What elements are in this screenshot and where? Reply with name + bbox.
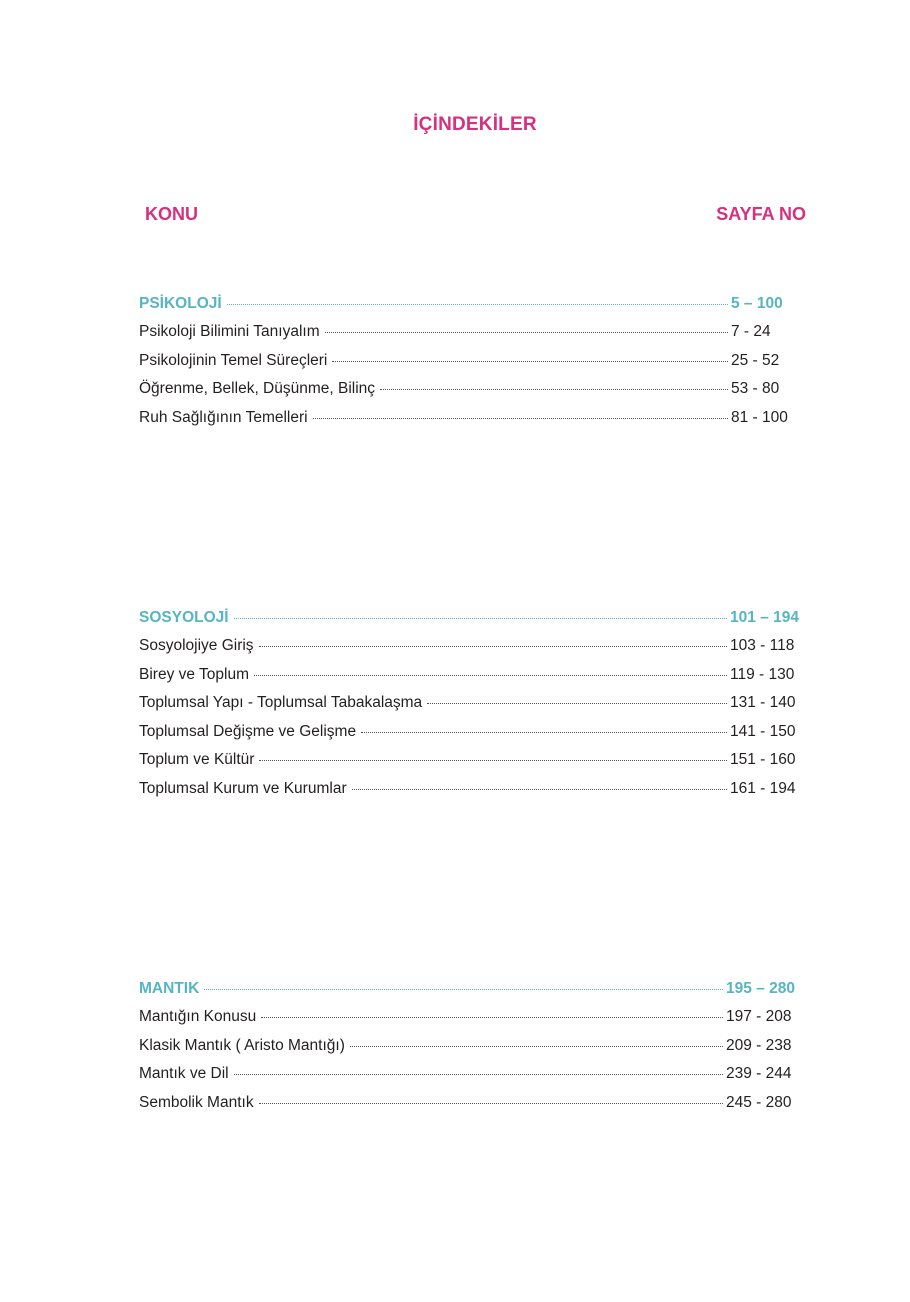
toc-entry-label: Sosyolojiye Giriş (139, 637, 254, 655)
toc-section-heading[interactable] (139, 605, 806, 634)
toc-entry-label: Toplum ve Kültür (139, 751, 255, 769)
page-number-column-header: SAYFA NO (716, 204, 806, 224)
toc-entry[interactable] (139, 405, 799, 434)
section-heading-pages: 5 – 100 (731, 294, 783, 312)
toc-section-psikoloji (139, 291, 799, 434)
toc-entry[interactable] (139, 377, 799, 406)
toc-entry-pages: 131 - 140 (730, 694, 796, 712)
toc-entry-label: Birey ve Toplum (139, 665, 249, 683)
section-heading-label: PSİKOLOJİ (139, 294, 222, 312)
toc-entry-label: Öğrenme, Bellek, Düşünme, Bilinç (139, 380, 376, 398)
dot-leader (352, 774, 727, 791)
topic-column-header: KONU (145, 204, 198, 224)
toc-entry[interactable] (139, 719, 806, 748)
toc-entry-pages: 53 - 80 (731, 380, 780, 398)
section-heading-label: SOSYOLOJİ (139, 608, 229, 626)
toc-entry-label: Ruh Sağlığının Temelleri (139, 408, 308, 426)
dot-leader (259, 745, 727, 762)
toc-entry-label: Toplumsal Yapı - Toplumsal Tabakalaşma (139, 694, 423, 712)
dot-leader (380, 374, 728, 391)
dot-leader (313, 402, 728, 419)
dot-leader (332, 345, 728, 362)
dot-leader (259, 1087, 723, 1104)
toc-entry[interactable] (139, 1005, 806, 1034)
toc-entry-pages: 197 - 208 (726, 1008, 792, 1026)
toc-entry-label: Mantık ve Dil (139, 1065, 229, 1083)
toc-entry-label: Klasik Mantık ( Aristo Mantığı) (139, 1036, 345, 1054)
toc-entry-label: Sembolik Mantık (139, 1093, 254, 1111)
toc-entry[interactable] (139, 662, 806, 691)
dot-leader (227, 288, 728, 305)
toc-entry-pages: 151 - 160 (730, 751, 796, 769)
dot-leader (361, 716, 727, 733)
toc-entry[interactable] (139, 1062, 806, 1091)
section-heading-label: MANTIK (139, 979, 200, 997)
toc-section-sosyoloji (139, 605, 806, 805)
toc-entry[interactable] (139, 691, 806, 720)
dot-leader (259, 631, 727, 648)
dot-leader (254, 659, 727, 676)
section-heading-pages: 101 – 194 (730, 608, 799, 626)
toc-entry-label: Toplumsal Değişme ve Gelişme (139, 722, 357, 740)
toc-entry-label: Toplumsal Kurum ve Kurumlar (139, 780, 347, 798)
toc-entry-pages: 7 - 24 (731, 323, 771, 341)
dot-leader (234, 1059, 723, 1076)
toc-entry[interactable] (139, 1090, 806, 1119)
toc-section-heading[interactable] (139, 976, 806, 1005)
toc-entry-pages: 119 - 130 (730, 665, 795, 683)
dot-leader (325, 317, 728, 334)
toc-entry-label: Psikolojinin Temel Süreçleri (139, 351, 328, 369)
toc-entry[interactable] (139, 634, 806, 663)
toc-entry-label: Psikoloji Bilimini Tanıyalım (139, 323, 320, 341)
dot-leader (204, 973, 723, 990)
toc-entry-pages: 239 - 244 (726, 1065, 792, 1083)
toc-entry-pages: 81 - 100 (731, 408, 788, 426)
toc-entry-pages: 209 - 238 (726, 1036, 792, 1054)
toc-section-heading[interactable] (139, 291, 799, 320)
toc-entry-pages: 25 - 52 (731, 351, 780, 369)
toc-entry-pages: 103 - 118 (730, 637, 795, 655)
toc-section-mantik (139, 976, 806, 1119)
toc-entry[interactable] (139, 777, 806, 806)
toc-entry[interactable] (139, 348, 799, 377)
dot-leader (261, 1002, 723, 1019)
dot-leader (350, 1030, 723, 1047)
toc-entry[interactable] (139, 320, 799, 349)
toc-entry-pages: 141 - 150 (730, 722, 796, 740)
toc-entry-label: Mantığın Konusu (139, 1008, 257, 1026)
toc-entry[interactable] (139, 748, 806, 777)
dot-leader (427, 688, 727, 705)
page-title: İÇİNDEKİLER (413, 114, 537, 135)
dot-leader (234, 602, 727, 619)
section-heading-pages: 195 – 280 (726, 979, 795, 997)
toc-entry[interactable] (139, 1033, 806, 1062)
toc-entry-pages: 245 - 280 (726, 1093, 792, 1111)
toc-entry-pages: 161 - 194 (730, 780, 796, 798)
